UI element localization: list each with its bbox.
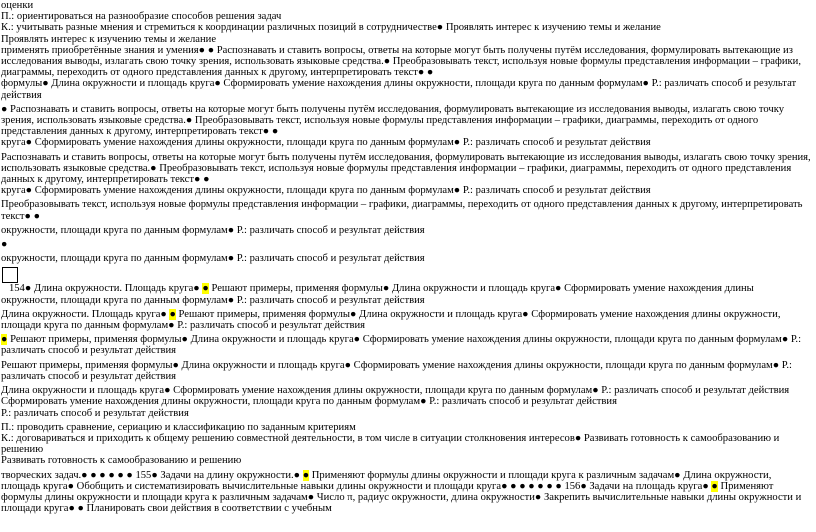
paragraph-154: [1, 283, 813, 305]
paragraph-length-area: Длина окружности и площадь круга● Сформировать умение нахождения длины окружности, площади круга по данным формулам● Р.: различать способ и результат действия: [1, 385, 790, 397]
paragraph-skill: Сформировать умение нахождения длины окружности, площади круга по данным формулам● Р.: различать способ и результат действия: [1, 396, 617, 408]
highlight-bullet-5: ●: [711, 480, 718, 492]
paragraph-circle-2: круга● Сформировать умение нахождения длины окружности, площади круга по данным формулам● Р.: различать способ и результат действия: [1, 185, 651, 197]
paragraph-circumference: окружности, площади круга по данным формулам● Р.: различать способ и результат действия: [1, 224, 425, 236]
text-line-4: Проявлять интерес к изучению темы и желание: [1, 33, 217, 45]
lesson-154-text: Решают примеры, применяя формулы● Длина окружности и площадь круга● Сформировать умение нахождения длины окружности, площади круга по данным формулам● Р.: различать способ и результат действия: [1, 283, 754, 306]
text-line-1: оценки: [1, 0, 34, 11]
paragraph-research-2: ● Распознавать и ставить вопросы, ответы на которые могут быть получены путём исследования, формулировать вытекающие из исследования выводы, излагать свою точку зрения, использовать языковые средства.● Преобразовывать текст, используя новые формулы представления информации – графики, диаграммы, переходить от одного представления данных к другому, интерпретировать текст● ●: [1, 103, 785, 138]
lesson-155-title: творческих задач.● ● ● ● ● ● 155● Задачи на длину окружности.●: [1, 469, 301, 481]
paragraph-agree: К.: договариваться и приходить к общему решению совместной деятельности, в том числе в ситуации столкновения интересов● Развивать готовность к самообразованию и решению: [1, 432, 780, 456]
paragraph-circle: круга● Сформировать умение нахождения длины окружности, площади круга по данным формулам● Р.: различать способ и результат действия: [1, 137, 651, 149]
lesson-154b-text: Решают примеры, применяя формулы● Длина окружности и площадь круга● Сформировать умение нахождения длины окружности, площади круга по данным формулам● Р.: различать способ и результат действия: [1, 308, 781, 332]
paragraph-research: применять приобретённые знания и умения● ● Распознавать и ставить вопросы, ответы на которые могут быть получены путём исследования, формулировать вытекающие из исследования выводы, излагать свою точку зрения, использовать языковые средства.● Преобразовывать текст, используя новые формулы представления информации – графики, диаграммы, переходить от одного представления данных к другому, интерпретировать текст● ●: [1, 44, 801, 79]
paragraph-154-b: [1, 309, 813, 331]
bullet-line: ●: [1, 239, 8, 251]
paragraph-selfeducation: Развивать готовность к самообразованию и решению: [1, 455, 242, 467]
paragraph-circumference-2: окружности, площади круга по данным формулам● Р.: различать способ и результат действия: [1, 253, 425, 265]
paragraph-research-3: Распознавать и ставить вопросы, ответы на которые могут быть получены путём исследования, формулировать вытекающие из исследования выводы, излагать свою точку зрения, использовать языковые средства.● Преобразовывать текст, используя новые формулы представления информации – графики, диаграммы, переходить от одного представления данных к другому, интерпретировать текст● ●: [1, 151, 811, 186]
paragraph-compare: П.: проводить сравнение, сериацию и классификацию по заданным критериям: [1, 421, 356, 433]
paragraph-result: Р.: различать способ и результат действия: [1, 407, 189, 419]
paragraph-examples: Решают примеры, применяя формулы● Длина окружности и площадь круга● Сформировать умение нахождения длины окружности, площади круга по данным формулам● Р.: различать способ и результат действия: [1, 359, 792, 382]
highlight-bullet: ●: [202, 283, 209, 295]
lesson-155-text: Применяют формулы длины окружности и площади круга к различным задачам● Длина окружности, площадь круга● Обобщить и систематизировать вычислительные навыки длины окружности и площади круга● ● ● ● ● ● ● 156● Задачи на площадь круга●: [1, 469, 772, 492]
highlight-bullet-4: ●: [302, 469, 310, 481]
highlight-bullet-2: ●: [169, 308, 176, 320]
paragraph-transform: Преобразовывать текст, используя новые формулы представления информации – графики, диаграммы, переходить от одного представления данных к другому, интерпретировать текст● ●: [1, 199, 803, 222]
lesson-154b-title: Длина окружности. Площадь круга●: [1, 308, 167, 320]
text-line-2: П.: ориентироваться на разнообразие способов решения задач: [1, 11, 282, 23]
lesson-154-title: 154● Длина окружности. Площадь круга●: [8, 283, 200, 295]
lesson-156-text: Применяют формулы длины окружности и площади круга к различным задачам● Число π, радиус окружности, длина окружности● Закрепить вычислительные навыки длины окружности и площади круга● ● Планировать свои действия в соответствии с учебным: [1, 480, 802, 515]
text-line-3: К.: учитывать разные мнения и стремиться к координации различных позиций в сотрудничестве● Проявлять интерес к изучению темы и желание: [1, 22, 661, 34]
paragraph-155: [1, 470, 813, 515]
paragraph-154-c: [1, 334, 813, 356]
empty-checkbox-frame: [2, 267, 18, 283]
paragraph-formulas: формулы● Длина окружности и площадь круга● Сформировать умение нахождения длины окружности, площади круга по данным формулам● Р.: различать способ и результат действия: [1, 78, 797, 101]
highlight-bullet-3: ●: [1, 334, 8, 346]
lesson-154c-text: Решают примеры, применяя формулы● Длина окружности и площадь круга● Сформировать умение нахождения длины окружности, площади круга по данным формулам● Р.: различать способ и результат действия: [1, 334, 802, 357]
document-page: [1, 0, 813, 514]
